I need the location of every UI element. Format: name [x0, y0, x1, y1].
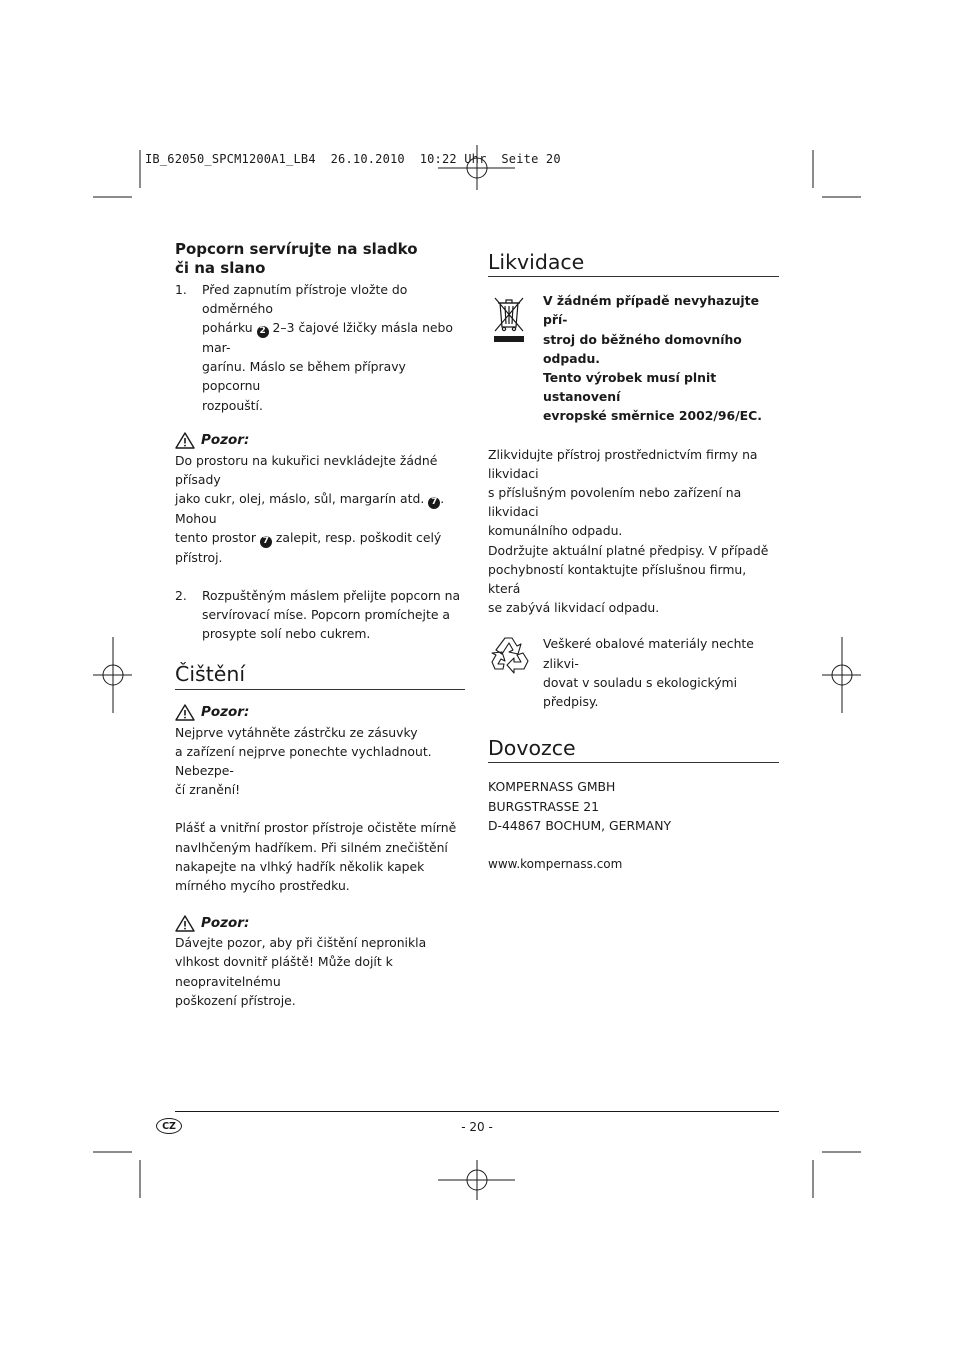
cleaning-text: Plášť a vnitřní prostor přístroje očistěte mírně navlhčeným hadříkem. Při silném znečištění nakapejte na vlhký hadřík několik kapek mírného mycího prostředku.	[175, 820, 457, 894]
recycling-notice: Veškeré obalové materiály nechte zlikvi- dovat v souladu s ekologickými předpisy.	[488, 634, 779, 711]
disposal-heading: Likvidace	[488, 253, 779, 277]
left-column	[175, 240, 465, 1010]
caution-heading: Pozor:	[175, 703, 465, 723]
caution-heading: Pozor:	[175, 913, 465, 933]
part-number-badge: 2	[257, 326, 269, 338]
warning-triangle-icon	[175, 915, 195, 932]
footer-rule	[175, 1111, 779, 1112]
country-code-badge: CZ	[156, 1118, 182, 1134]
disposal-text: Zlikvidujte přístroj prostřednictvím firmy na likvidaci s příslušným povolením nebo zařízení na likvidaci komunálního odpadu. Dodržujte aktuální platné předpisy. V případě pochybností kontaktujte příslušnou firmu, která se zabývá likvidací odpadu.	[488, 446, 769, 616]
caution-text: Dávejte pozor, aby při čištění nepronikla vlhkost dovnitř pláště! Může dojít k neopravitelnému poškození přístroje.	[175, 935, 427, 1008]
website-link[interactable]: www.kompernass.com	[488, 857, 623, 872]
recycling-icon	[490, 634, 532, 674]
part-number-badge: 7	[428, 497, 440, 509]
list-item-2: 2. Rozpuštěným máslem přelijte popcorn na servírovací míse. Popcorn promíchejte a prosypte solí nebo cukrem.	[175, 587, 461, 642]
part-number-badge: 7	[260, 536, 272, 548]
page-number: - 20 -	[461, 1120, 493, 1134]
caution-text: Do prostoru na kukuřici nevkládejte žádné přísady jako cukr, olej, máslo, sůl, margarín atd. 7 . Mohou tento prostor 7 zalepit, resp. poškodit celý přístroj.	[175, 452, 445, 565]
importer-address: KOMPERNASS GMBH BURGSTRASSE 21 D-44867 BOCHUM, GERMANY	[488, 779, 672, 833]
print-slug-line: IB_62050_SPCM1200A1_LB4 26.10.2010 10:22 Uhr Seite 20	[145, 152, 561, 166]
caution-heading: Pozor:	[175, 431, 465, 451]
weee-notice: V žádném případě nevyhazujte pří- stroj do běžného domovního odpadu. Tento výrobek musí plnit ustanovení evropské směrnice 2002/96/EC.	[488, 291, 779, 425]
caution-text: Nejprve vytáhněte zástrčku ze zásuvky a zařízení nejprve ponechte vychladnout. Nebezpe- čí zranění!	[175, 724, 432, 798]
warning-triangle-icon	[175, 432, 195, 449]
importer-heading: Dovozce	[488, 739, 779, 763]
cleaning-heading: Čištění	[175, 665, 465, 689]
serve-heading: Popcorn servírujte na sladko či na slano	[175, 240, 418, 277]
right-column	[488, 250, 779, 874]
list-item-1: 1. Před zapnutím přístroje vložte do odměrného pohárku 2 2–3 čajové lžičky másla nebo mar- garínu. Máslo se během přípravy popcornu rozpouští.	[175, 282, 453, 413]
crossed-out-bin-icon	[491, 293, 527, 343]
warning-triangle-icon	[175, 704, 195, 721]
